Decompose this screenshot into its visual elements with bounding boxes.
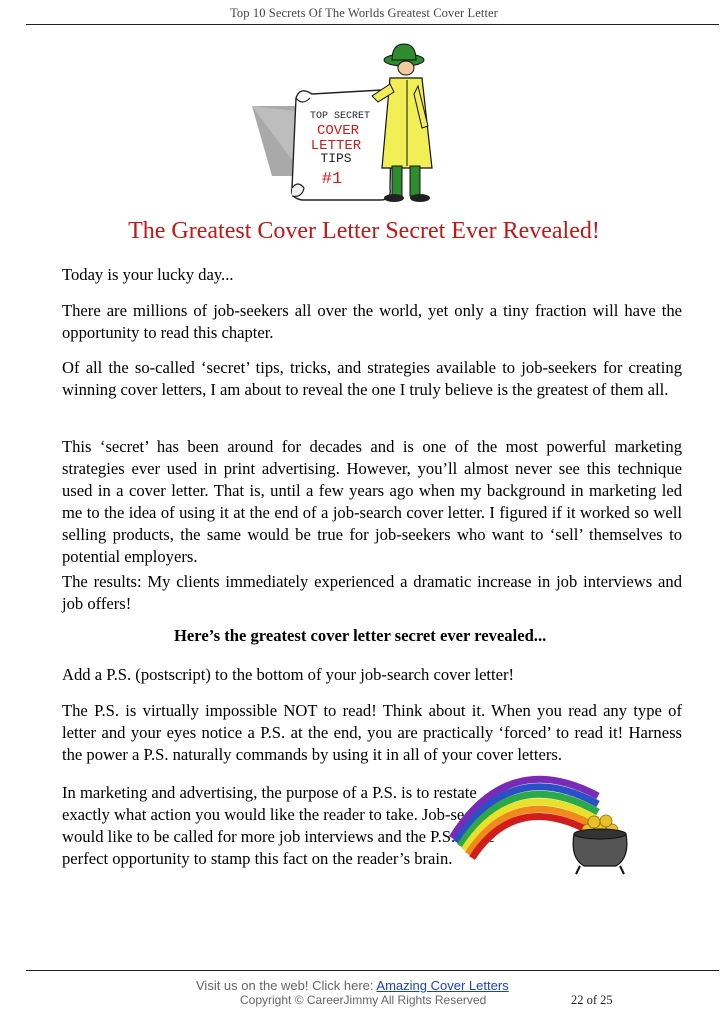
- paragraph-lucky-day: Today is your lucky day...: [62, 265, 234, 284]
- amazing-cover-letters-link[interactable]: Amazing Cover Letters: [376, 978, 509, 993]
- section-heading: The Greatest Cover Letter Secret Ever Revealed!: [128, 218, 600, 244]
- paragraph-add-ps: Add a P.S. (postscript) to the bottom of your job-search cover letter!: [62, 665, 515, 684]
- scroll-text-tips: TIPS: [320, 151, 352, 166]
- footer-visit-text: Visit us on the web! Click here:: [196, 978, 377, 993]
- paragraph-secret-history: This ‘secret’ has been around for decades and is one of the most powerful marketing strategies ever used in print advertising. However, you’ll almost never see this technique used in a cover letter. That is, until a few years ago when my background in marketing led me to the idea of using it at the end of a job-search cover letter. I figured if it worked so well selling products, the same would be true for job-seekers who want to ‘sell’ themselves to potential employers.: [62, 437, 682, 566]
- header-divider: [26, 24, 719, 25]
- page-header-title: Top 10 Secrets Of The Worlds Greatest Cover Letter: [230, 6, 498, 20]
- scroll-text-letter: LETTER: [310, 138, 362, 154]
- paragraph-so-called-secret: Of all the so-called ‘secret’ tips, tricks, and strategies available to job-seekers for creating winning cover letters, I am about to reveal the one I truly believe is the greatest of them all.: [62, 358, 682, 399]
- paragraph-ps-impossible: The P.S. is virtually impossible NOT to read! Think about it. When you read any type of letter and your eyes notice a P.S. at the end, you are practically ‘forced’ to read it! Harness the power a P.S. naturally commands by using it in all of your cover letters.: [62, 701, 682, 764]
- top-secret-illustration: [232, 38, 492, 223]
- page-number: 22 of 25: [571, 993, 613, 1007]
- scroll-text-number: #1: [321, 170, 343, 189]
- footer-copyright: Copyright © CareerJimmy All Rights Reserved: [240, 993, 487, 1007]
- paragraph-millions: There are millions of job-seekers all over the world, yet only a tiny fraction will have the opportunity to read this chapter.: [62, 301, 682, 342]
- subheading-secret: Here’s the greatest cover letter secret ever revealed...: [174, 626, 547, 645]
- paragraph-results: The results: My clients immediately experienced a dramatic increase in job interviews and job offers!: [62, 572, 682, 613]
- footer-visit-line: [196, 978, 509, 993]
- rainbow-pot-of-gold-illustration: [448, 728, 638, 878]
- scroll-text-top-secret: TOP SECRET: [309, 111, 371, 122]
- paragraph-marketing-purpose: In marketing and advertising, the purpose of a P.S. is to restate exactly what action you would like the reader to take. Job-seekers would like to be called for more job interviews and the P.S. is the perfect opportunity to stamp this fact on the reader’s brain.: [62, 783, 500, 868]
- scroll-text-cover: COVER: [316, 123, 360, 139]
- footer-divider: [26, 970, 719, 971]
